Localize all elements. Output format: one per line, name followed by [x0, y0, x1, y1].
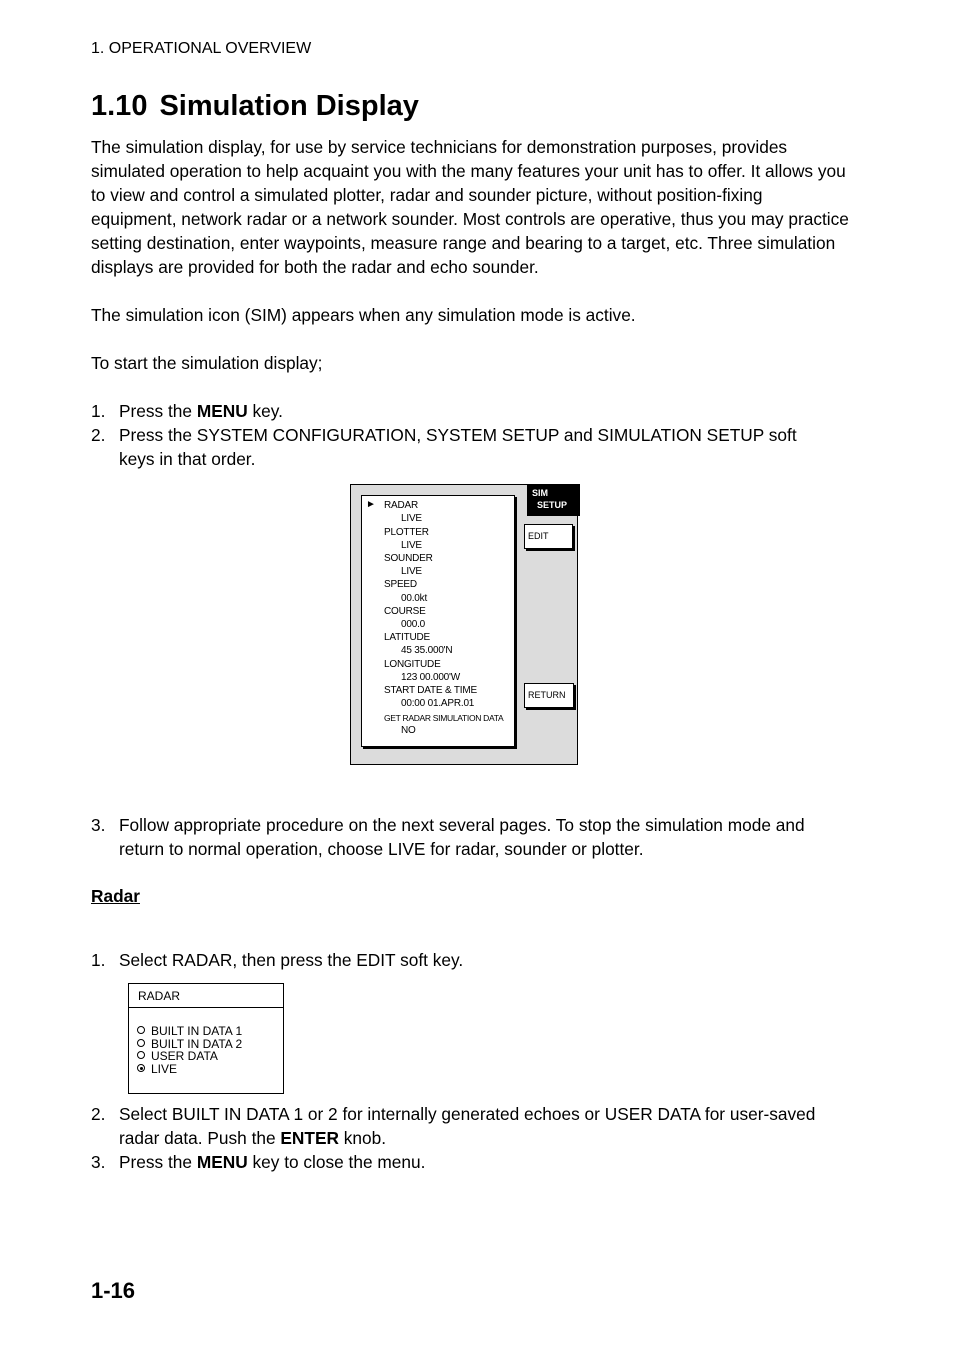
- start-step-3: [91, 813, 831, 861]
- radio-icon: [137, 1051, 145, 1059]
- menu-item-sounder[interactable]: SOUNDER: [384, 553, 433, 564]
- sim-icon-paragraph: The simulation icon (SIM) appears when any simulation mode is active.: [91, 305, 636, 325]
- menu-value-course: 000.0: [401, 619, 426, 630]
- menu-item-start-date-time[interactable]: START DATE & TIME: [384, 685, 477, 696]
- menu-value-speed: 00.0kt: [401, 593, 428, 604]
- step-text: Press the: [119, 1152, 197, 1172]
- menu-value-latitude: 45 35.000'N: [401, 645, 453, 656]
- option-label: BUILT IN DATA 2: [151, 1037, 243, 1051]
- menu-item-course[interactable]: COURSE: [384, 606, 426, 617]
- radar-option-user-data[interactable]: [137, 1050, 218, 1062]
- section-title: [91, 90, 419, 123]
- option-label: BUILT IN DATA 1: [151, 1024, 243, 1038]
- option-label: USER DATA: [151, 1049, 218, 1063]
- menu-item-plotter[interactable]: PLOTTER: [384, 527, 429, 538]
- cursor-arrow-icon: ►: [366, 499, 376, 510]
- option-label: LIVE: [151, 1062, 178, 1076]
- step-number: 2.: [91, 1104, 106, 1124]
- section-number: 1.10: [91, 90, 148, 122]
- start-step-1: [91, 399, 831, 423]
- step-text: Press the SYSTEM CONFIGURATION, SYSTEM SETUP and SIMULATION SETUP soft keys in that order.: [119, 425, 797, 469]
- sim-setup-screen: [350, 484, 578, 765]
- menu-key-label: MENU: [196, 1152, 248, 1172]
- menu-value-plotter: LIVE: [401, 540, 422, 551]
- radar-option-live[interactable]: [137, 1063, 177, 1075]
- sim-setup-menu: [361, 495, 515, 747]
- sim-tab-line2: SETUP: [537, 500, 568, 510]
- menu-item-longitude[interactable]: LONGITUDE: [384, 659, 441, 670]
- step-text: Press the: [119, 401, 197, 421]
- step-text-end: knob.: [338, 1128, 387, 1148]
- step-text-end: key.: [247, 401, 283, 421]
- radio-selected-icon: [137, 1064, 145, 1072]
- menu-value-radar: LIVE: [401, 513, 422, 524]
- running-header: 1. OPERATIONAL OVERVIEW: [91, 40, 312, 57]
- step-text: Select BUILT IN DATA 1 or 2 for internally generated echoes or USER DATA for user-saved radar data. Push the: [119, 1104, 816, 1148]
- radar-step-1: [91, 948, 831, 972]
- step-text: Select RADAR, then press the EDIT soft key.: [119, 950, 464, 970]
- radar-option-built-in-1[interactable]: [137, 1025, 242, 1037]
- step-number: 3.: [91, 815, 106, 835]
- radar-menu-window: [128, 983, 284, 1094]
- radar-menu-title: RADAR: [129, 984, 283, 1008]
- menu-key-label: MENU: [196, 401, 248, 421]
- step-number: 3.: [91, 1152, 106, 1172]
- menu-value-sounder: LIVE: [401, 566, 422, 577]
- sim-tab-line1: SIM: [532, 488, 549, 498]
- radio-icon: [137, 1039, 145, 1047]
- radar-step-3: [91, 1150, 831, 1174]
- radar-subheading: Radar: [91, 886, 140, 906]
- menu-value-get-radar-sim-data: NO: [401, 725, 416, 736]
- menu-item-get-radar-sim-data[interactable]: GET RADAR SIMULATION DATA: [384, 713, 504, 723]
- menu-item-latitude[interactable]: LATITUDE: [384, 632, 430, 643]
- section-title-text: Simulation Display: [159, 90, 419, 122]
- step-text-end: key to close the menu.: [247, 1152, 426, 1172]
- step-number: 1.: [91, 950, 106, 970]
- start-step-2: [91, 423, 831, 471]
- menu-value-longitude: 123 00.000'W: [401, 672, 460, 683]
- sim-setup-tab: [527, 484, 580, 516]
- step-number: 2.: [91, 425, 106, 445]
- radar-step-2: [91, 1102, 831, 1150]
- edit-soft-key[interactable]: EDIT: [524, 524, 573, 549]
- menu-item-radar[interactable]: RADAR: [384, 500, 419, 511]
- return-soft-key[interactable]: RETURN: [524, 683, 574, 708]
- intro-paragraph: The simulation display, for use by service technicians for demonstration purposes, provides simulated operation to help acquaint you with the many features your unit has to offer. It allows you to view and control a simulated plotter, radar and sounder picture, without position-fixing equipment, network radar or a network sounder. Most controls are operative, thus you may practice setting destination, enter waypoints, measure range and bearing to a target, etc. Three simulation displays are provided for both the radar and echo sounder.: [91, 137, 849, 277]
- start-paragraph: To start the simulation display;: [91, 353, 323, 373]
- page-number: 1-16: [91, 1278, 136, 1303]
- step-text: Follow appropriate procedure on the next several pages. To stop the simulation mode and return to normal operation, choose LIVE for radar, sounder or plotter.: [119, 815, 805, 859]
- enter-knob-label: ENTER: [280, 1128, 339, 1148]
- radio-icon: [137, 1026, 145, 1034]
- menu-value-start-date-time: 00:00 01.APR.01: [401, 698, 475, 709]
- step-number: 1.: [91, 401, 106, 421]
- menu-item-speed[interactable]: SPEED: [384, 579, 417, 590]
